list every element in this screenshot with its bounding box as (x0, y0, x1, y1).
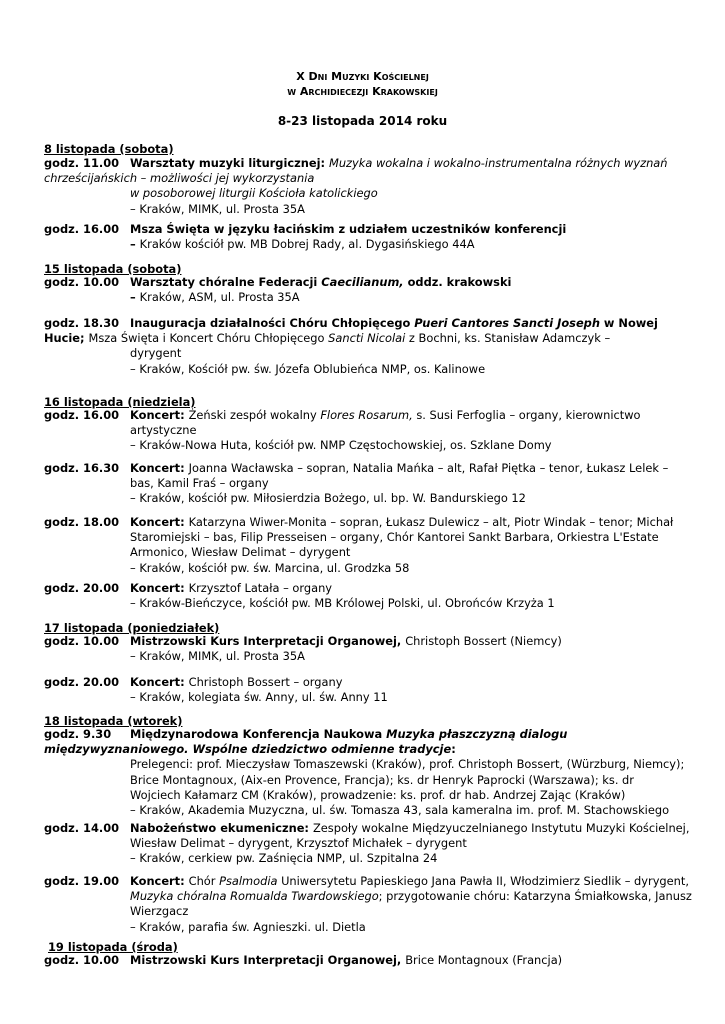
event-text: w Nowej (599, 316, 658, 330)
event-text: ; przygotowanie chóru: Katarzyna Śmiałkowska, Janusz (378, 889, 692, 904)
event-line (44, 904, 684, 919)
day-heading-19: 19 listopada (środa) (48, 940, 178, 954)
event-text: Christoph Bossert – organy (188, 675, 343, 689)
event-time: godz. 10.00 (44, 634, 120, 648)
event-13 (44, 953, 684, 968)
event-5 (44, 461, 684, 507)
event-line (44, 920, 684, 935)
day-heading-18: 18 listopada (wtorek) (44, 714, 183, 728)
event-text: Kraków kościół pw. MB Dobrej Rady, al. Dygasińskiego 44A (139, 237, 475, 252)
event-text: – Kraków, Akademia Muzyczna, ul. św. Tomasza 43, sala kameralna im. prof. M. Stachowskiego (130, 803, 670, 818)
event-time: godz. 10.00 (44, 275, 120, 289)
event-time: godz. 20.00 (44, 581, 120, 595)
event-text: Flores Rosarum, (320, 408, 413, 422)
event-text: Koncert: (130, 874, 189, 888)
event-line (44, 491, 684, 506)
event-time: godz. 9.30 (44, 727, 112, 741)
event-text: Wierzgacz (130, 904, 189, 919)
event-time: godz. 20.00 (44, 675, 120, 689)
event-text: Warsztaty chóralne Federacji (130, 275, 322, 289)
event-text: s. Susi Ferfoglia – organy, kierownictwo (412, 408, 641, 422)
doc-title-line-2: w Archidiecezji Krakowskiej (287, 85, 438, 98)
event-text: Wiesław Delimat – dyrygent, Krzysztof Michałek – dyrygent (130, 836, 467, 851)
event-1 (44, 222, 684, 252)
event-line (44, 316, 684, 331)
event-text: – (130, 237, 140, 252)
event-line (44, 346, 684, 361)
event-text: Mistrzowski Kurs Interpretacji Organowej, (130, 953, 406, 967)
event-text: Zespoły wokalne Międzyuczelnianego Instytutu Muzyki Kościelnej, (312, 821, 690, 835)
event-text: Koncert: (130, 581, 189, 595)
event-text: Pueri Cantores Sancti Joseph (414, 316, 600, 330)
event-text: w posoborowej liturgii Kościoła katolickiego (130, 186, 378, 201)
event-line (44, 222, 684, 237)
event-text: – Kraków, MIMK, ul. Prosta 35A (130, 649, 305, 664)
event-text: Koncert: (130, 515, 189, 529)
event-line (44, 889, 692, 904)
event-text: Msza Święta i Koncert Chóru Chłopięcego (88, 331, 329, 346)
event-line (44, 757, 684, 772)
event-line (44, 803, 684, 818)
event-line (44, 476, 684, 491)
event-line (44, 545, 684, 560)
event-text: – Kraków-Nowa Huta, kościół pw. NMP Częstochowskiej, os. Szklane Domy (130, 438, 552, 453)
event-text: Nabożeństwo ekumeniczne: (130, 821, 313, 835)
event-line (44, 186, 684, 201)
event-line (44, 515, 684, 530)
event-text: dyrygent (130, 346, 182, 361)
event-line (44, 596, 684, 611)
event-4 (44, 408, 684, 454)
event-line (44, 561, 684, 576)
event-text: Żeński zespół wokalny (188, 408, 321, 422)
event-text: Sancti Nicolai (328, 331, 406, 346)
event-text: Koncert: (130, 408, 189, 422)
event-line (44, 202, 684, 217)
event-time: godz. 16.00 (44, 222, 120, 236)
event-0 (44, 156, 684, 217)
day-heading-16: 16 listopada (niedziela) (44, 395, 196, 409)
event-line (44, 773, 684, 788)
event-line (44, 742, 684, 757)
event-line (44, 874, 689, 889)
event-7 (44, 581, 684, 611)
event-12 (44, 874, 692, 935)
event-text: Muzyka płaszczyzną dialogu (386, 727, 568, 741)
event-text: Chór (188, 874, 220, 888)
day-heading-17: 17 listopada (poniedziałek) (44, 621, 220, 635)
event-text: – Kraków, Kościół pw. św. Józefa Oblubieńca NMP, os. Kalinowe (130, 361, 486, 376)
event-line (44, 362, 684, 377)
event-line (44, 788, 684, 803)
event-line (44, 690, 684, 705)
day-heading-8: 8 listopada (sobota) (44, 142, 174, 156)
event-line (44, 438, 684, 453)
event-text: Psalmodia (219, 874, 278, 888)
event-line (44, 649, 684, 664)
event-line (44, 290, 684, 305)
event-text: – Kraków, kolegiata św. Anny, ul. św. Anny 11 (130, 690, 388, 705)
event-text: Armonico, Wiesław Delimat – dyrygent (130, 545, 351, 560)
day-heading-15: 15 listopada (sobota) (44, 262, 182, 276)
event-line (44, 821, 690, 836)
event-11 (44, 821, 690, 867)
event-line (44, 727, 684, 742)
event-time: godz. 16.30 (44, 461, 120, 475)
event-text: Międzynarodowa Konferencja Naukowa (130, 727, 387, 741)
event-text: Brice Montagnoux, (Aix-en Provence, Francja); ks. dr Henryk Paprocki (Warszawa); ks. dr (130, 772, 634, 787)
event-text: Wojciech Kałamarz CM (Kraków), prowadzenie: ks. prof. dr hab. Andrzej Zając (Kraków) (130, 787, 626, 802)
event-6 (44, 515, 684, 576)
event-line (44, 851, 684, 866)
event-text: Katarzyna Wiwer-Monita – sopran, Łukasz Dulewicz – alt, Piotr Windak – tenor; Michał (188, 515, 674, 529)
event-text: Christoph Bossert (Niemcy) (405, 634, 562, 648)
event-2 (44, 275, 684, 305)
event-line (44, 530, 684, 545)
event-line (44, 634, 684, 649)
event-line (44, 461, 684, 476)
event-8 (44, 634, 684, 664)
event-line (44, 275, 684, 290)
event-time: godz. 11.00 (44, 156, 120, 170)
event-text: Brice Montagnoux (Francja) (405, 953, 563, 967)
event-text: Koncert: (130, 461, 189, 475)
event-line (44, 408, 684, 423)
event-text: – Kraków, cerkiew pw. Zaśnięcia NMP, ul. Szpitalna 24 (130, 851, 438, 866)
event-line (44, 423, 684, 438)
event-line (44, 156, 684, 171)
event-time: godz. 16.00 (44, 408, 120, 422)
event-text: – Kraków, MIMK, ul. Prosta 35A (130, 201, 305, 216)
event-time: godz. 18.00 (44, 515, 120, 529)
event-line (44, 171, 684, 186)
event-text: – Kraków, kościół pw. Miłosierdzia Bożego, ul. bp. W. Bandurskiego 12 (130, 491, 526, 506)
event-text: Staromiejski – bas, Filip Presseisen – organy, Chór Kantorei Sankt Barbara, Orkiestra L'Estate (130, 530, 659, 545)
event-text: międzywyznaniowego. Wspólne dziedzictwo odmienne tradycje (44, 742, 452, 757)
event-text: Caecilianum, (321, 275, 404, 289)
event-line (44, 581, 684, 596)
event-time: godz. 10.00 (44, 953, 120, 967)
event-text: Hucie; (44, 331, 89, 346)
event-text: Krzysztof Latała – organy (188, 581, 333, 595)
event-text: – Kraków, parafia św. Agnieszki. ul. Dietla (130, 919, 366, 934)
event-text: Inauguracja działalności Chóru Chłopięcego (130, 316, 415, 330)
event-text: Muzyka chóralna Romualda Twardowskiego (130, 889, 379, 904)
event-text: – Kraków-Bieńczyce, kościół pw. MB Królowej Polski, ul. Obrońców Krzyża 1 (130, 596, 555, 611)
event-text: chrześcijańskich – możliwości jej wykorzystania (44, 171, 315, 186)
event-text: artystyczne (130, 423, 197, 438)
event-text: oddz. krakowski (403, 275, 512, 289)
event-text: : (451, 742, 456, 757)
event-line (44, 237, 684, 252)
event-text: Msza Święta w języku łacińskim z udziałem uczestników konferencji (130, 222, 567, 236)
event-time: godz. 18.30 (44, 316, 120, 330)
doc-date-range: 8-23 listopada 2014 roku (277, 114, 448, 128)
event-text: Joanna Wacławska – sopran, Natalia Mańka – alt, Rafał Piętka – tenor, Łukasz Lelek – (188, 461, 669, 475)
event-text: Warsztaty muzyki liturgicznej: (130, 156, 329, 170)
event-text: Uniwersytetu Papieskiego Jana Pawła II, Włodzimierz Siedlik – dyrygent, (277, 874, 689, 888)
event-time: godz. 19.00 (44, 874, 120, 888)
event-text: z Bochni, ks. Stanisław Adamczyk – (405, 331, 611, 346)
doc-title-line-1: X Dni Muzyki Kościelnej (296, 70, 429, 83)
event-3 (44, 316, 684, 377)
event-line (44, 953, 684, 968)
event-text: Muzyka wokalna i wokalno-instrumentalna różnych wyznań (329, 156, 668, 170)
event-time: godz. 14.00 (44, 821, 120, 835)
event-9 (44, 675, 684, 705)
event-line (44, 675, 684, 690)
event-text: Prelegenci: prof. Mieczysław Tomaszewski (Kraków), prof. Christoph Bossert, (Würzburg, Niemcy); (130, 757, 685, 772)
event-text: Kraków, ASM, ul. Prosta 35A (139, 290, 300, 305)
event-line (44, 331, 684, 346)
event-text: – Kraków, kościół pw. św. Marcina, ul. Grodzka 58 (130, 560, 410, 575)
event-10 (44, 727, 684, 818)
event-text: Mistrzowski Kurs Interpretacji Organowej, (130, 634, 406, 648)
event-text: – (130, 290, 140, 305)
event-text: bas, Kamil Fraś – organy (130, 476, 269, 491)
event-text: Koncert: (130, 675, 189, 689)
event-line (44, 836, 684, 851)
